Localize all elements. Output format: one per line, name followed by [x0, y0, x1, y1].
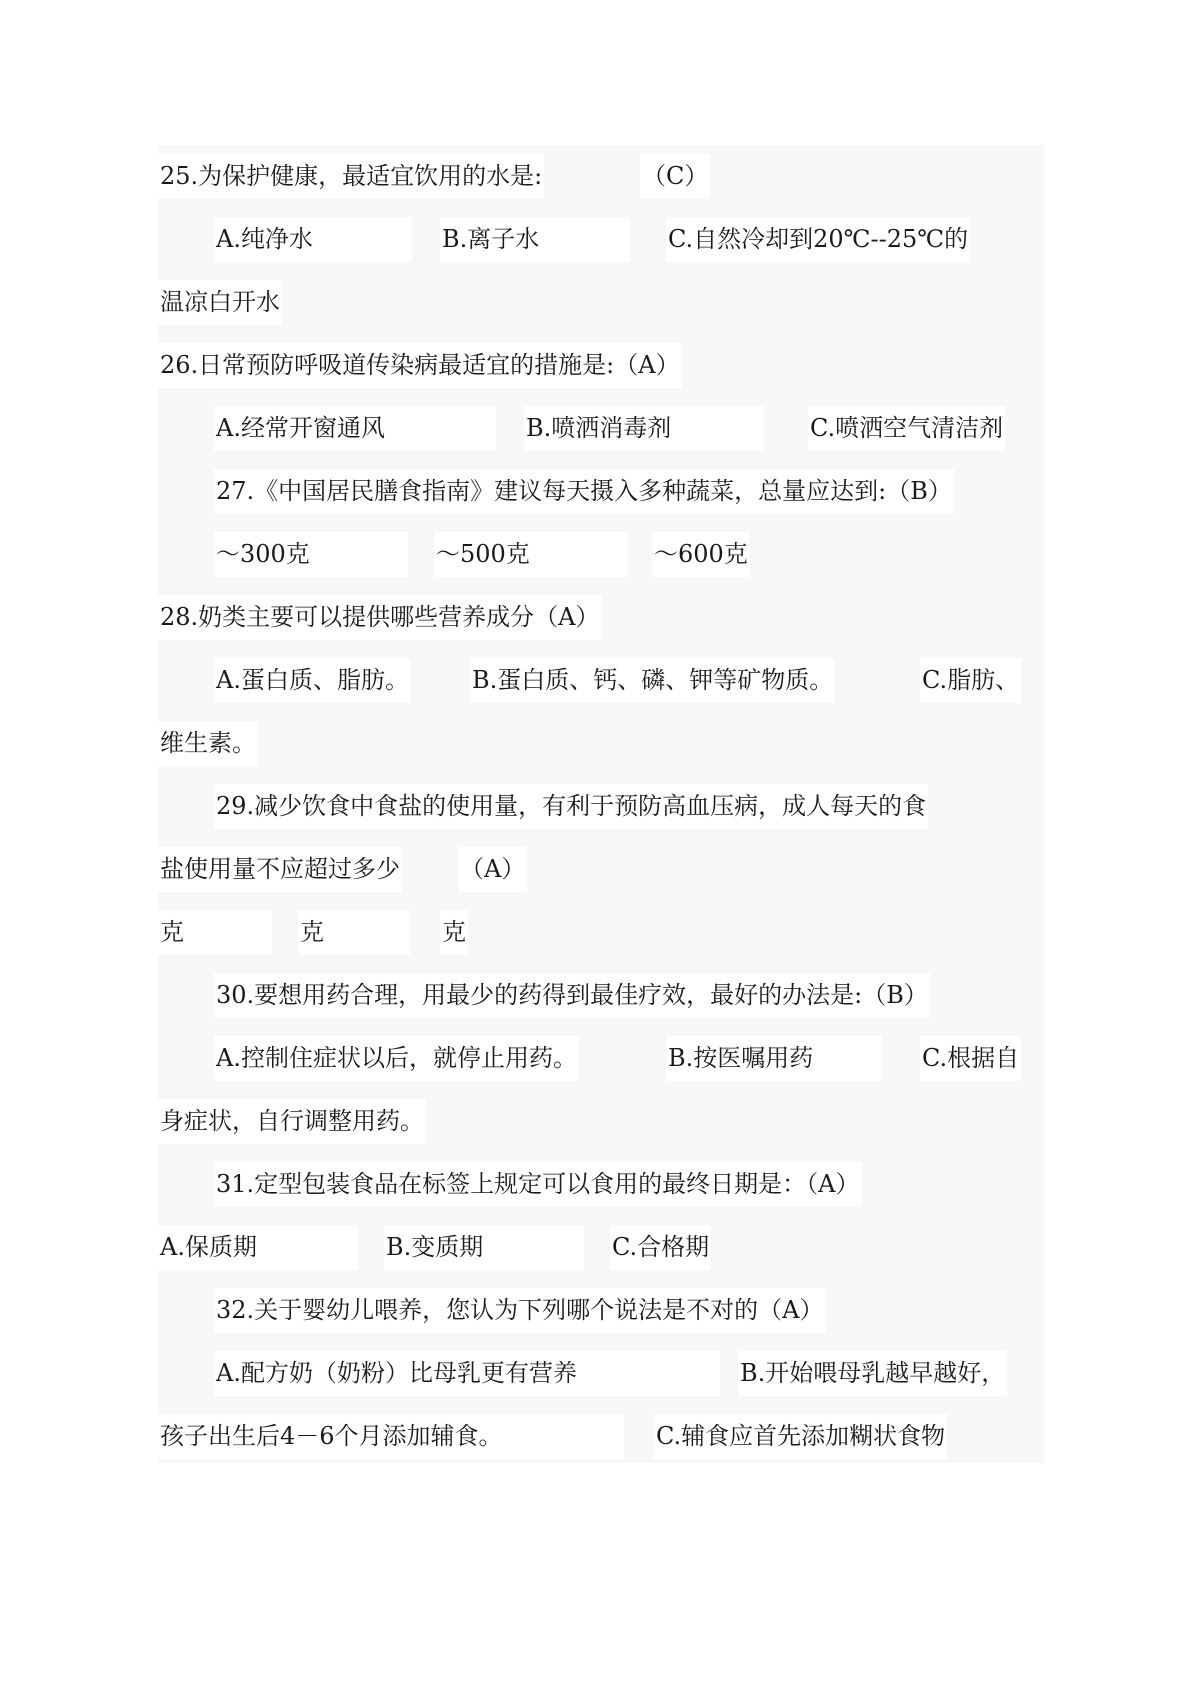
q25-options-line	[158, 208, 1044, 271]
q29-option-a: 克	[158, 910, 272, 955]
q26-option-c: C.喷洒空气清洁剂	[808, 406, 1005, 451]
q31-option-a: A.保质期	[158, 1225, 358, 1270]
q32-options-line	[158, 1342, 1044, 1405]
q30-option-a: A.控制住症状以后，就停止用药。	[214, 1036, 579, 1081]
q32-question: 32.关于婴幼儿喂养，您认为下列哪个说法是不对的（A）	[214, 1288, 826, 1333]
q29-option-c: 克	[440, 910, 468, 955]
q29-question-part1: 29.减少饮食中食盐的使用量，有利于预防高血压病，成人每天的食	[214, 784, 928, 829]
q32-option-b: B.开始喂母乳越早越好，	[738, 1351, 1007, 1396]
q27-option-c: ～600克	[652, 532, 750, 577]
q32-options-line-2	[158, 1405, 1044, 1468]
q26-option-a: A.经常开窗通风	[214, 406, 496, 451]
q32-option-c: C.辅食应首先添加糊状食物	[654, 1414, 947, 1459]
q26-question-line	[158, 334, 1044, 397]
q32-option-a: A.配方奶（奶粉）比母乳更有营养	[214, 1351, 720, 1396]
q28-options-line	[158, 649, 1044, 712]
q31-option-b: B.变质期	[384, 1225, 584, 1270]
q25-option-c-cont-line	[158, 271, 1044, 334]
q25-option-c-cont: 温凉白开水	[158, 280, 282, 325]
q31-options-line	[158, 1216, 1044, 1279]
q29-question-part2: 盐使用量不应超过多少	[158, 847, 402, 892]
q25-option-b: B.离子水	[440, 217, 630, 262]
q27-question: 27.《中国居民膳食指南》建议每天摄入多种蔬菜，总量应达到:（B）	[214, 469, 954, 514]
q26-options-line	[158, 397, 1044, 460]
q30-option-c-cont-line	[158, 1090, 1044, 1153]
q32-option-b-cont: 孩子出生后4－6个月添加辅食。	[158, 1414, 624, 1459]
q29-options-line	[158, 901, 1044, 964]
q31-question-line	[158, 1153, 1044, 1216]
q27-option-b: ～500克	[434, 532, 628, 577]
q30-option-b: B.按医嘱用药	[666, 1036, 882, 1081]
q29-question-line-1	[158, 775, 1044, 838]
q28-option-b: B.蛋白质、钙、磷、钾等矿物质。	[470, 658, 835, 703]
q30-option-c-cont: 身症状，自行调整用药。	[158, 1099, 426, 1144]
q29-option-b: 克	[298, 910, 410, 955]
q27-options-line	[158, 523, 1044, 586]
q25-answer: （C）	[640, 154, 710, 199]
q27-option-a: ～300克	[214, 532, 408, 577]
q28-option-c: C.脂肪、	[920, 658, 1021, 703]
q28-option-c-cont: 维生素。	[158, 721, 258, 766]
q25-option-a: A.纯净水	[214, 217, 412, 262]
q26-option-b: B.喷洒消毒剂	[524, 406, 764, 451]
q25-question: 25.为保护健康，最适宜饮用的水是:	[158, 154, 544, 199]
q25-option-c: C.自然冷却到20℃--25℃的	[666, 217, 970, 262]
q30-question-line	[158, 964, 1044, 1027]
q29-answer: （A）	[458, 847, 527, 892]
document-body	[158, 145, 1044, 1463]
q28-question: 28.奶类主要可以提供哪些营养成分（A）	[158, 595, 602, 640]
q30-question: 30.要想用药合理，用最少的药得到最佳疗效，最好的办法是:（B）	[214, 973, 930, 1018]
q28-option-a: A.蛋白质、脂肪。	[214, 658, 411, 703]
q26-question: 26.日常预防呼吸道传染病最适宜的措施是:（A）	[158, 343, 682, 388]
q29-question-line-2	[158, 838, 1044, 901]
q27-question-line	[158, 460, 1044, 523]
q30-option-c: C.根据自	[920, 1036, 1021, 1081]
q32-question-line	[158, 1279, 1044, 1342]
q28-question-line	[158, 586, 1044, 649]
q31-option-c: C.合格期	[610, 1225, 711, 1270]
q25-question-line	[158, 145, 1044, 208]
q30-options-line	[158, 1027, 1044, 1090]
q28-option-c-cont-line	[158, 712, 1044, 775]
q31-question: 31.定型包装食品在标签上规定可以食用的最终日期是：（A）	[214, 1162, 862, 1207]
